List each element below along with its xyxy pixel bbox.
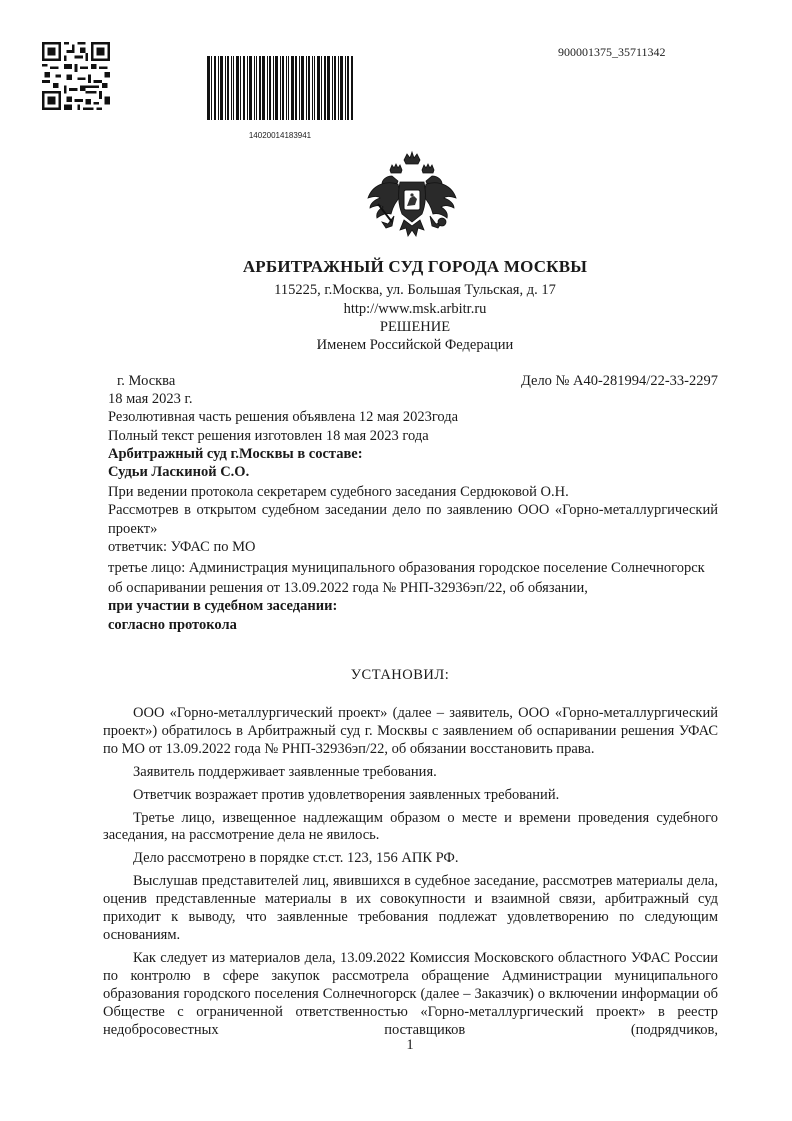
considered-case: Рассмотрев в открытом судебном заседании дело по заявлению ООО «Горно-металлургический проект» — [108, 502, 718, 537]
third-party: третье лицо: Администрация муниципального образования городское поселение Солнечногорск — [108, 560, 705, 577]
paragraph: Как следует из материалов дела, 13.09.2022 Комиссия Московского областного УФАС России по контролю в сфере закупок рассмотрела обращение Администрации муниципального образования городского поселения Солнечногорск (далее – Заказчик) о включении информации об Обществе с ограниченной ответственностью «Горно-металлургический проект» в реестр недобросовестных поставщиков (подрядчиков, — [103, 949, 718, 1038]
court-address: 115225, г.Москва, ул. Большая Тульская, д. 17 — [274, 282, 556, 298]
court-composition: Арбитражный суд г.Москвы в составе: — [108, 445, 363, 462]
defendant: ответчик: УФАС по МО — [108, 538, 256, 555]
case-meta — [108, 372, 718, 634]
case-number: Дело № А40-281994/22-33-2297 — [520, 373, 718, 389]
full-text-date: Полный текст решения изготовлен 18 мая 2023 года — [108, 427, 429, 444]
paragraph: Выслушав представителей лиц, явившихся в судебное заседание, рассмотрев материалы дела, оценив представленные материалы в их совокупности и взаимной связи, арбитражный суд приходит к выводу, что заявленные требования подлежат удовлетворению по следующим основаниям. — [103, 873, 718, 943]
coat-of-arms-icon — [364, 146, 460, 246]
decision-date: 18 мая 2023 г. — [108, 391, 193, 408]
qr-code — [42, 42, 110, 110]
established-heading: УСТАНОВИЛ: — [350, 667, 450, 683]
document-type: РЕШЕНИЕ — [379, 319, 451, 335]
paragraph: Ответчик возражает против удовлетворения заявленных требований. — [133, 786, 560, 803]
barcode-number: 14020014183941 — [248, 131, 312, 140]
subject: об оспаривании решения от 13.09.2022 года № РНП-32936эп/22, об обязании, — [108, 580, 588, 597]
paragraph: Заявитель поддерживает заявленные требования. — [133, 763, 437, 780]
judge-name: Судьи Ласкиной С.О. — [108, 464, 250, 481]
participation-value: согласно протокола — [108, 616, 237, 633]
document-id: 900001375_35711342 — [558, 45, 666, 59]
in-name-of: Именем Российской Федерации — [316, 337, 514, 353]
operative-part-date: Резолютивная часть решения объявлена 12 мая 2023года — [108, 409, 459, 426]
participation-label: при участии в судебном заседании: — [108, 598, 338, 615]
decision-body — [103, 705, 718, 1044]
paragraph: Третье лицо, извещенное надлежащим образом о месте и времени проведения судебного заседания, на рассмотрение дела не явилось. — [103, 809, 718, 844]
page-number: 1 — [406, 1037, 414, 1053]
barcode — [207, 56, 353, 120]
paragraph: ООО «Горно-металлургический проект» (далее – заявитель, ООО «Горно-металлургический проект») обратилось в Арбитражный суд г. Москвы с заявлением об оспаривании решения УФАС по МО от 13.09.2022 года № РНП-32936эп/22, об обязании восстановить права. — [103, 705, 718, 757]
court-title: АРБИТРАЖНЫЙ СУД ГОРОДА МОСКВЫ — [242, 257, 588, 276]
paragraph: Дело рассмотрено в порядке ст.ст. 123, 156 АПК РФ. — [133, 850, 459, 867]
city: г. Москва — [117, 373, 176, 389]
secretary: При ведении протокола секретарем судебного заседания Сердюковой О.Н. — [108, 484, 569, 501]
court-website: http://www.msk.arbitr.ru — [343, 301, 487, 317]
